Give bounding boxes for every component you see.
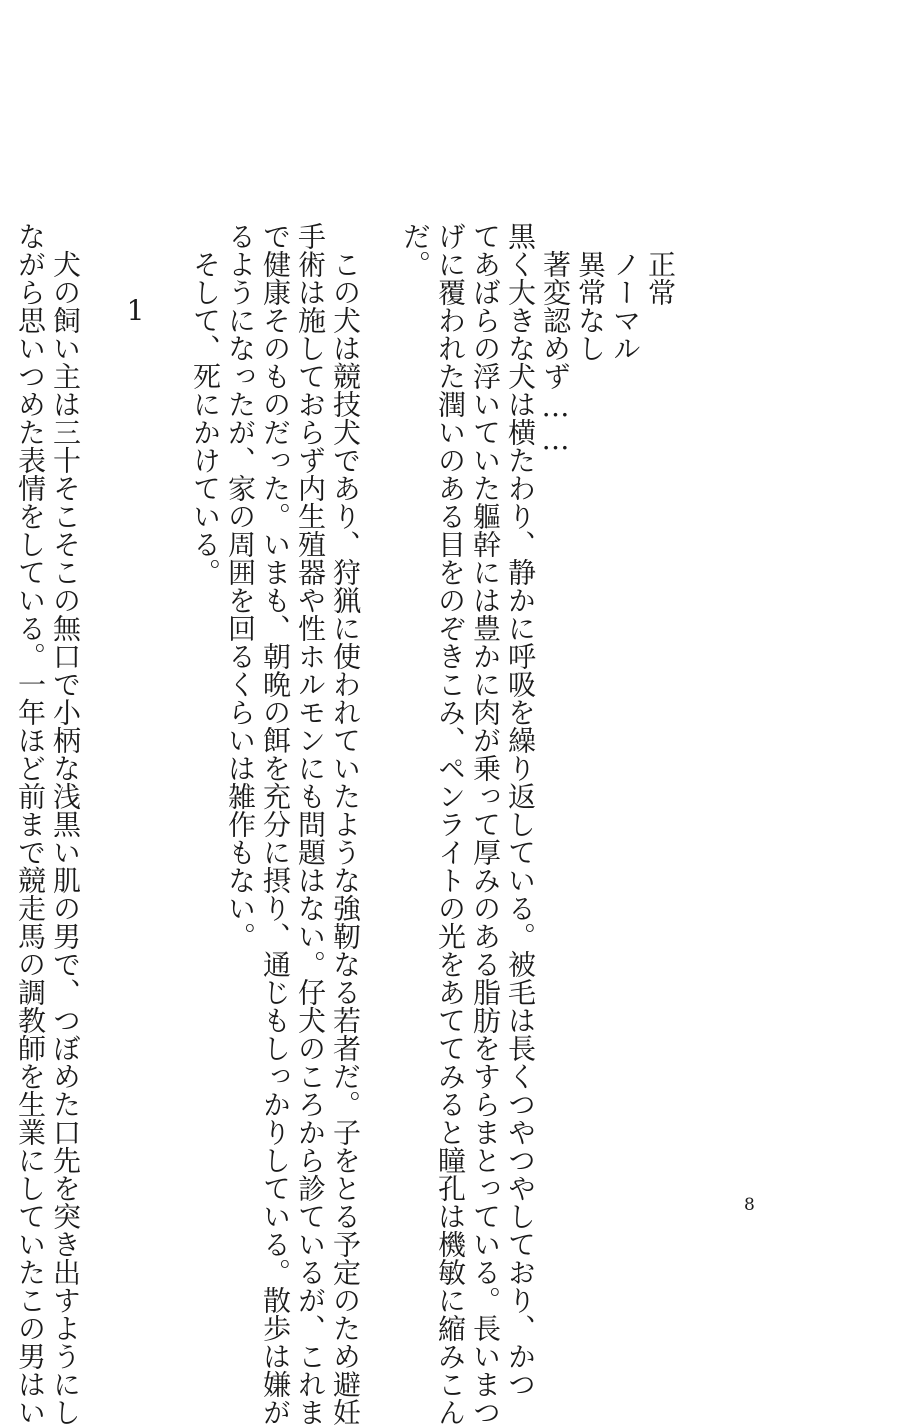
paragraph-1-line-1: 黒く大きな犬は横たわり、静かに呼吸を繰り返している。被毛は長くつやつやしており、かつ	[504, 222, 537, 1398]
section-gap-after	[83, 222, 118, 1162]
paragraph-2-line-3: で健康そのものだった。いまも、朝晩の餌を充分に摂り、通じもしっかりしている。散歩は嫌が	[259, 222, 292, 1426]
paragraph-2-line-4: るようになったが、家の周囲を回るくらいは雑作もない。	[224, 222, 257, 950]
checklist-item-no-abnormality: 異常なし	[574, 250, 607, 362]
section-gap-before	[153, 222, 188, 1162]
paragraph-3-line-1: そして、死にかけている。	[189, 250, 222, 586]
paragraph-4-line-2: ながら思いつめた表情をしている。一年ほど前まで競走馬の調教師を生業にしていたこの男はい	[14, 222, 47, 1426]
paragraph-2-line-2: 手術は施しておらず内生殖器や性ホルモンにも問題はない。仔犬のころから診ているが、これま	[294, 222, 327, 1426]
paragraph-gap	[363, 222, 398, 1162]
paragraph-2-line-1: この犬は競技犬であり、狩猟に使われていたような強靭なる若者だ。子をとる予定のため避妊	[329, 250, 362, 1426]
chapter-number: 1	[119, 294, 152, 327]
paragraph-1-line-3: げに覆われた潤いのある目をのぞきこみ、ペンライトの光をあててみると瞳孔は機敏に縮みこん	[434, 222, 467, 1426]
page-number: 8	[744, 1195, 755, 1215]
vertical-text-body	[13, 222, 678, 1426]
checklist-item-no-marked-change: 著変認めず……	[539, 250, 572, 456]
paragraph-4-line-1: 犬の飼い主は三十そこそこの無口で小柄な浅黒い肌の男で、つぼめた口先を突き出すようにし	[49, 250, 82, 1426]
paragraph-1-line-4: だ。	[399, 222, 432, 278]
checklist-item-normal-katakana: ノーマル	[609, 250, 642, 362]
paragraph-1-line-2: てあばらの浮いていた軀幹には豊かに肉が乗って厚みのある脂肪をすらまとっている。長いまつ	[469, 222, 502, 1426]
checklist-item-normal: 正常	[644, 250, 677, 306]
